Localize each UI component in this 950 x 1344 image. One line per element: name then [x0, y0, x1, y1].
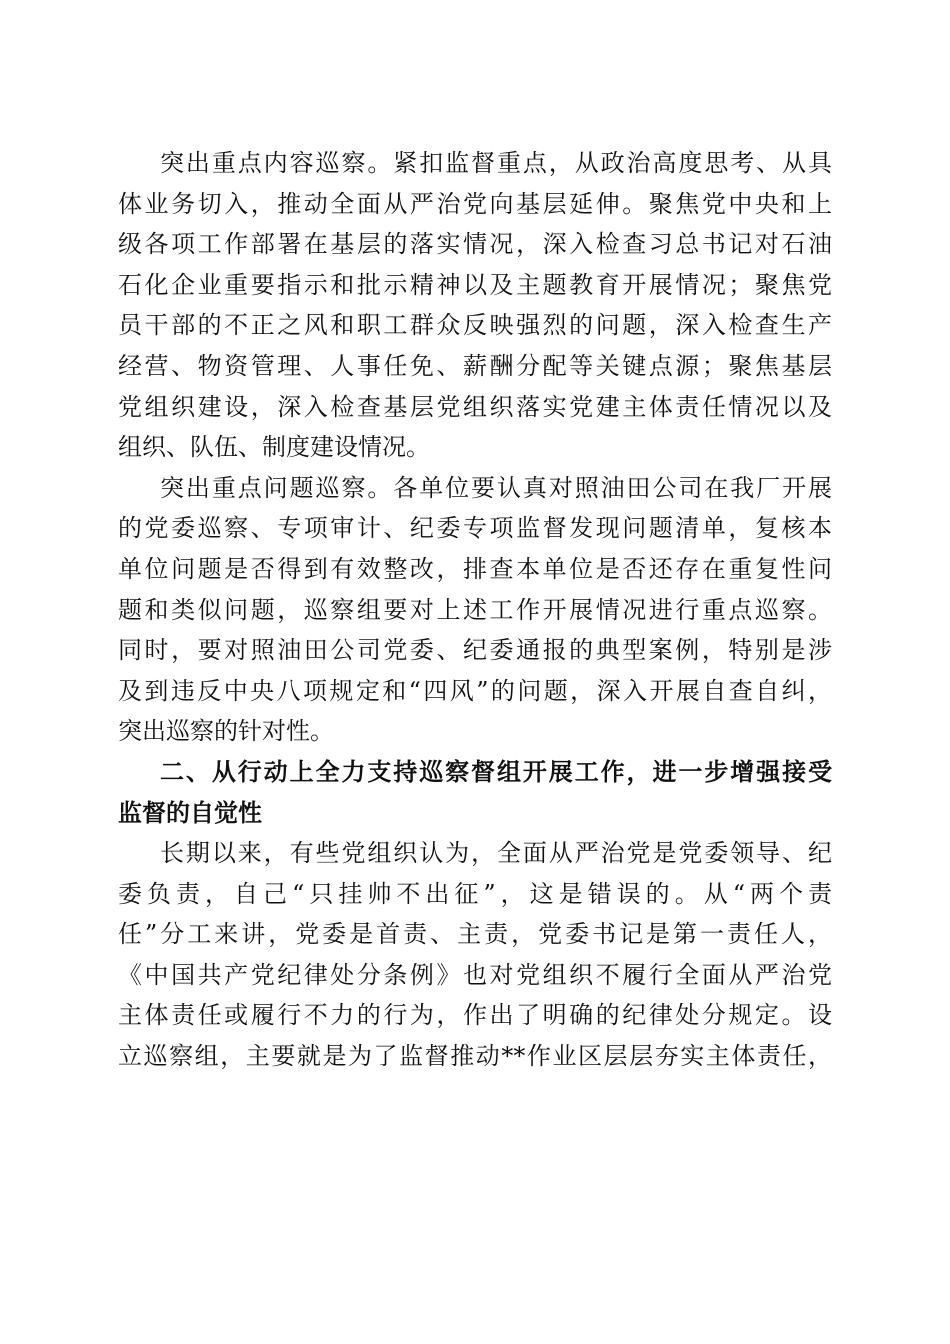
text-line: 组织、队伍、制度建设情况。 — [118, 433, 430, 462]
heading-line: 二、从行动上全力支持巡察督组开展工作，进一步增强接受 — [160, 757, 832, 786]
text-line: 单位问题是否得到有效整改，排查本单位是否还存在重复性问 — [118, 554, 832, 583]
text-line: 突出重点内容巡察。紧扣监督重点，从政治高度思考、从具 — [160, 149, 832, 177]
paragraph-key-content-inspection — [118, 143, 832, 468]
text-line: 委负责，自己“只挂帅不出征”，这是错误的。从“两个责 — [118, 879, 832, 908]
text-line: 员干部的不正之风和职工群众反映强烈的问题，深入检查生产 — [118, 311, 832, 340]
text-line: 的党委巡察、专项审计、纪委专项监督发现问题清单，复核本 — [118, 514, 832, 543]
text-line: 《中国共产党纪律处分条例》也对党组织不履行全面从严治党 — [118, 960, 832, 989]
text-line: 级各项工作部署在基层的落实情况，深入检查习总书记对石油 — [118, 230, 832, 259]
document-body — [118, 143, 832, 1077]
text-line: 突出巡察的针对性。 — [118, 717, 334, 746]
text-line: 突出重点问题巡察。各单位要认真对照油田公司在我厂开展 — [160, 473, 832, 502]
paragraph-key-problem-inspection — [118, 468, 832, 752]
section-heading — [118, 752, 832, 833]
text-line: 任”分工来讲，党委是首责、主责，党委书记是第一责任人， — [118, 920, 832, 949]
text-line: 及到违反中央八项规定和“四风”的问题，深入开展自查自纠， — [118, 676, 832, 705]
heading-line: 监督的自觉性 — [118, 798, 262, 827]
text-line: 体业务切入，推动全面从严治党向基层延伸。聚焦党中央和上 — [118, 189, 832, 218]
text-line: 党组织建设，深入检查基层党组织落实党建主体责任情况以及 — [118, 392, 832, 421]
text-line: 同时，要对照油田公司党委、纪委通报的典型案例，特别是涉 — [118, 636, 832, 665]
text-line: 经营、物资管理、人事任免、薪酬分配等关键点源；聚焦基层 — [118, 351, 832, 380]
text-line: 石化企业重要指示和批示精神以及主题教育开展情况；聚焦党 — [118, 270, 832, 299]
text-line: 立巡察组，主要就是为了监督推动**作业区层层夯实主体责任， — [118, 1042, 832, 1071]
text-line: 主体责任或履行不力的行为，作出了明确的纪律处分规定。设 — [118, 1001, 832, 1030]
text-line: 题和类似问题，巡察组要对上述工作开展情况进行重点巡察。 — [118, 595, 832, 624]
text-line: 长期以来，有些党组织认为，全面从严治党是党委领导、纪 — [160, 839, 832, 868]
paragraph-responsibility — [118, 833, 832, 1077]
